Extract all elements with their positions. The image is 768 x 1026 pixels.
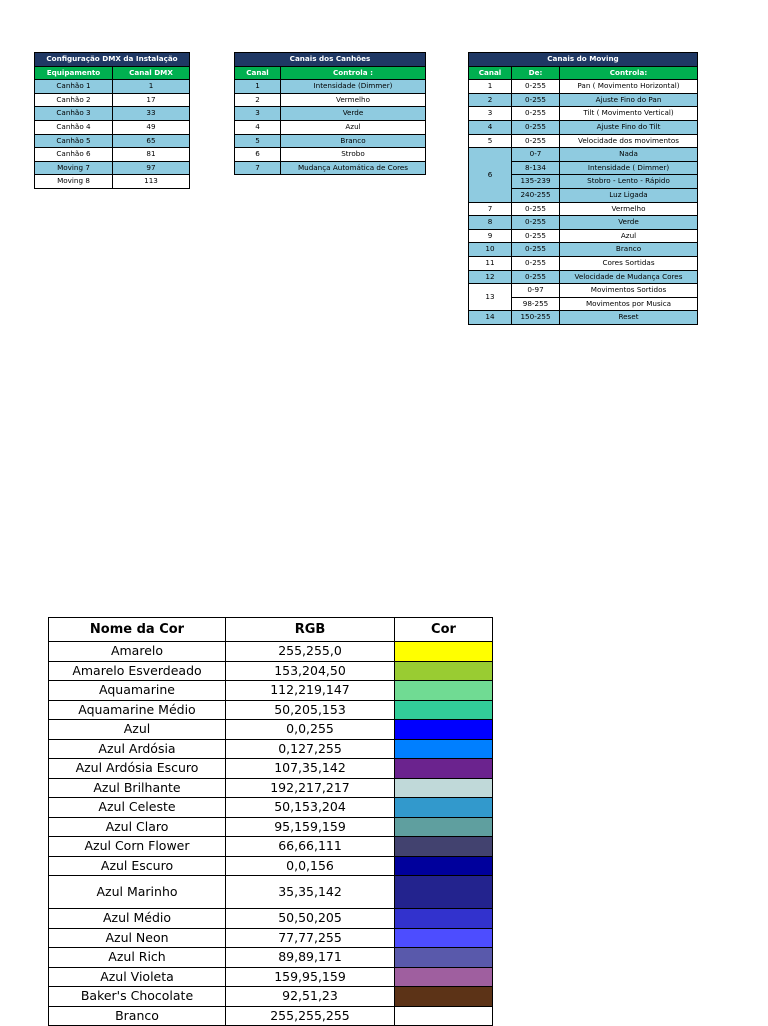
table-row (469, 311, 698, 325)
moving-de-cell: 0-255 (512, 93, 560, 107)
color-name-cell: Azul Corn Flower (49, 837, 226, 857)
color-rgb-cell: 50,50,205 (226, 909, 395, 929)
canhoes-controla-cell: Strobo (281, 148, 426, 162)
color-name-cell: Baker's Chocolate (49, 987, 226, 1007)
moving-canal-cell: 5 (469, 134, 512, 148)
moving-canal-cell: 4 (469, 120, 512, 134)
table-row (35, 93, 190, 107)
color-name-cell: Azul Médio (49, 909, 226, 929)
table-row (49, 759, 493, 779)
color-rgb-cell: 66,66,111 (226, 837, 395, 857)
color-swatch (395, 798, 493, 818)
moving-canal-cell: 12 (469, 270, 512, 284)
color-name-cell: Aquamarine Médio (49, 700, 226, 720)
color-swatch (395, 661, 493, 681)
color-swatch (395, 1006, 493, 1026)
table-row (235, 93, 426, 107)
table-row (35, 80, 190, 94)
table-row (235, 161, 426, 175)
color-name-cell: Aquamarine (49, 681, 226, 701)
color-name-cell: Azul Escuro (49, 856, 226, 876)
color-name-cell: Amarelo Esverdeado (49, 661, 226, 681)
color-name-cell: Azul Ardósia Escuro (49, 759, 226, 779)
color-swatch (395, 876, 493, 909)
canhoes-canal-cell: 3 (235, 107, 281, 121)
table-row (469, 256, 698, 270)
color-name-cell: Branco (49, 1006, 226, 1026)
moving-channels-table (468, 52, 698, 325)
color-swatch (395, 837, 493, 857)
moving-controla-cell: Vermelho (560, 202, 698, 216)
table-row (469, 107, 698, 121)
moving-header-canal: Canal (469, 66, 512, 80)
moving-controla-cell: Nada (560, 148, 698, 162)
table-row (469, 202, 698, 216)
dmx-canal-cell: 33 (113, 107, 190, 121)
color-name-cell: Azul Brilhante (49, 778, 226, 798)
color-rgb-cell: 0,0,156 (226, 856, 395, 876)
moving-canal-cell: 3 (469, 107, 512, 121)
dmx-equipamento-cell: Canhão 2 (35, 93, 113, 107)
color-name-cell: Azul Neon (49, 928, 226, 948)
table-row (235, 80, 426, 94)
color-swatch (395, 759, 493, 779)
moving-de-cell: 8-134 (512, 161, 560, 175)
color-swatch (395, 948, 493, 968)
color-name-cell: Amarelo (49, 642, 226, 662)
moving-de-cell: 0-255 (512, 107, 560, 121)
table-row (49, 778, 493, 798)
table-row (49, 876, 493, 909)
canhoes-controla-cell: Intensidade (Dimmer) (281, 80, 426, 94)
moving-canal-cell: 13 (469, 284, 512, 311)
color-swatch (395, 778, 493, 798)
color-name-cell: Azul Violeta (49, 967, 226, 987)
table-row (469, 216, 698, 230)
moving-de-cell: 240-255 (512, 188, 560, 202)
color-rgb-cell: 77,77,255 (226, 928, 395, 948)
color-swatch (395, 856, 493, 876)
color-rgb-cell: 50,205,153 (226, 700, 395, 720)
table-row (49, 948, 493, 968)
dmx-equipamento-cell: Canhão 6 (35, 148, 113, 162)
moving-table-title: Canais do Moving (469, 53, 698, 67)
table-row (49, 817, 493, 837)
moving-de-cell: 0-255 (512, 229, 560, 243)
moving-controla-cell: Cores Sortidas (560, 256, 698, 270)
dmx-canal-cell: 1 (113, 80, 190, 94)
table-row (469, 243, 698, 257)
moving-canal-cell: 6 (469, 148, 512, 202)
table-row (49, 987, 493, 1007)
color-rgb-cell: 92,51,23 (226, 987, 395, 1007)
table-row (35, 120, 190, 134)
moving-controla-cell: Ajuste Fino do Pan (560, 93, 698, 107)
dmx-canal-cell: 81 (113, 148, 190, 162)
moving-controla-cell: Movimentos Sortidos (560, 284, 698, 298)
colors-header-rgb: RGB (226, 618, 395, 642)
table-row (49, 661, 493, 681)
dmx-table-title: Configuração DMX da Instalação (35, 53, 190, 67)
color-name-cell: Azul Claro (49, 817, 226, 837)
color-rgb-cell: 107,35,142 (226, 759, 395, 779)
moving-de-cell: 0-97 (512, 284, 560, 298)
table-row (35, 134, 190, 148)
moving-canal-cell: 8 (469, 216, 512, 230)
color-name-cell: Azul Celeste (49, 798, 226, 818)
dmx-equipamento-cell: Moving 8 (35, 175, 113, 189)
table-row (235, 134, 426, 148)
color-swatch (395, 681, 493, 701)
color-swatch (395, 987, 493, 1007)
moving-de-cell: 135-239 (512, 175, 560, 189)
moving-header-controla: Controla: (560, 66, 698, 80)
moving-controla-cell: Luz Ligada (560, 188, 698, 202)
moving-de-cell: 0-255 (512, 134, 560, 148)
color-rgb-cell: 159,95,159 (226, 967, 395, 987)
color-rgb-cell: 255,255,255 (226, 1006, 395, 1026)
moving-de-cell: 0-7 (512, 148, 560, 162)
color-swatch (395, 700, 493, 720)
moving-controla-cell: Movimentos por Musica (560, 297, 698, 311)
table-row (49, 928, 493, 948)
canhoes-controla-cell: Azul (281, 120, 426, 134)
color-rgb-cell: 192,217,217 (226, 778, 395, 798)
table-row (35, 148, 190, 162)
canhoes-header-controla: Controla : (281, 66, 426, 80)
color-swatch (395, 967, 493, 987)
canhoes-canal-cell: 2 (235, 93, 281, 107)
color-swatch (395, 739, 493, 759)
dmx-equipamento-cell: Canhão 5 (35, 134, 113, 148)
color-swatch (395, 642, 493, 662)
dmx-equipamento-cell: Canhão 1 (35, 80, 113, 94)
color-rgb-cell: 89,89,171 (226, 948, 395, 968)
moving-controla-cell: Branco (560, 243, 698, 257)
canhoes-controla-cell: Verde (281, 107, 426, 121)
color-name-cell: Azul (49, 720, 226, 740)
table-row (49, 798, 493, 818)
table-row (49, 909, 493, 929)
canhoes-controla-cell: Branco (281, 134, 426, 148)
table-row (49, 642, 493, 662)
color-rgb-cell: 112,219,147 (226, 681, 395, 701)
moving-header-de: De: (512, 66, 560, 80)
table-row (49, 720, 493, 740)
color-name-cell: Azul Rich (49, 948, 226, 968)
canhoes-canal-cell: 4 (235, 120, 281, 134)
table-row (49, 837, 493, 857)
moving-de-cell: 0-255 (512, 202, 560, 216)
canhoes-canal-cell: 6 (235, 148, 281, 162)
color-rgb-cell: 95,159,159 (226, 817, 395, 837)
color-rgb-cell: 0,0,255 (226, 720, 395, 740)
color-rgb-cell: 35,35,142 (226, 876, 395, 909)
moving-canal-cell: 7 (469, 202, 512, 216)
table-row (35, 175, 190, 189)
table-row (469, 80, 698, 94)
color-swatch (395, 909, 493, 929)
moving-de-cell: 0-255 (512, 80, 560, 94)
canhoes-canal-cell: 5 (235, 134, 281, 148)
colors-header-nome: Nome da Cor (49, 618, 226, 642)
moving-controla-cell: Velocidade de Mudança Cores (560, 270, 698, 284)
moving-de-cell: 0-255 (512, 243, 560, 257)
moving-canal-cell: 10 (469, 243, 512, 257)
dmx-canal-cell: 113 (113, 175, 190, 189)
dmx-header-equipamento: Equipamento (35, 66, 113, 80)
canhoes-canal-cell: 7 (235, 161, 281, 175)
moving-controla-cell: Azul (560, 229, 698, 243)
colors-header-cor: Cor (395, 618, 493, 642)
moving-controla-cell: Tilt ( Movimento Vertical) (560, 107, 698, 121)
moving-canal-cell: 9 (469, 229, 512, 243)
dmx-canal-cell: 97 (113, 161, 190, 175)
table-row (49, 1006, 493, 1026)
table-row (49, 856, 493, 876)
moving-de-cell: 98-255 (512, 297, 560, 311)
table-row (35, 161, 190, 175)
moving-controla-cell: Velocidade dos movimentos (560, 134, 698, 148)
table-row (49, 681, 493, 701)
moving-canal-cell: 14 (469, 311, 512, 325)
moving-controla-cell: Ajuste Fino do Tilt (560, 120, 698, 134)
moving-controla-cell: Reset (560, 311, 698, 325)
dmx-canal-cell: 17 (113, 93, 190, 107)
dmx-header-canal: Canal DMX (113, 66, 190, 80)
moving-controla-cell: Stobro - Lento - Rápido (560, 175, 698, 189)
canhoes-channels-table (234, 52, 426, 175)
table-row (235, 148, 426, 162)
table-row (469, 270, 698, 284)
table-row (49, 967, 493, 987)
table-row (235, 120, 426, 134)
table-row (469, 134, 698, 148)
moving-controla-cell: Intensidade ( Dimmer) (560, 161, 698, 175)
colors-table (48, 617, 493, 1026)
color-name-cell: Azul Marinho (49, 876, 226, 909)
table-row (35, 107, 190, 121)
moving-canal-cell: 11 (469, 256, 512, 270)
canhoes-controla-cell: Vermelho (281, 93, 426, 107)
table-row (49, 700, 493, 720)
canhoes-controla-cell: Mudança Automática de Cores (281, 161, 426, 175)
canhoes-canal-cell: 1 (235, 80, 281, 94)
moving-canal-cell: 2 (469, 93, 512, 107)
moving-de-cell: 0-255 (512, 270, 560, 284)
color-name-cell: Azul Ardósia (49, 739, 226, 759)
table-row (469, 148, 698, 162)
color-swatch (395, 928, 493, 948)
dmx-canal-cell: 65 (113, 134, 190, 148)
color-rgb-cell: 50,153,204 (226, 798, 395, 818)
moving-controla-cell: Verde (560, 216, 698, 230)
table-row (49, 739, 493, 759)
moving-canal-cell: 1 (469, 80, 512, 94)
color-rgb-cell: 0,127,255 (226, 739, 395, 759)
moving-de-cell: 0-255 (512, 120, 560, 134)
table-row (469, 229, 698, 243)
dmx-equipamento-cell: Canhão 3 (35, 107, 113, 121)
moving-de-cell: 0-255 (512, 256, 560, 270)
color-rgb-cell: 153,204,50 (226, 661, 395, 681)
color-swatch (395, 817, 493, 837)
table-row (469, 284, 698, 298)
moving-controla-cell: Pan ( Movimento Horizontal) (560, 80, 698, 94)
color-swatch (395, 720, 493, 740)
canhoes-header-canal: Canal (235, 66, 281, 80)
moving-de-cell: 0-255 (512, 216, 560, 230)
color-rgb-cell: 255,255,0 (226, 642, 395, 662)
canhoes-table-title: Canais dos Canhões (235, 53, 426, 67)
dmx-equipamento-cell: Canhão 4 (35, 120, 113, 134)
table-row (235, 107, 426, 121)
dmx-canal-cell: 49 (113, 120, 190, 134)
dmx-config-table (34, 52, 190, 189)
table-row (469, 120, 698, 134)
dmx-equipamento-cell: Moving 7 (35, 161, 113, 175)
moving-de-cell: 150-255 (512, 311, 560, 325)
table-row (469, 93, 698, 107)
